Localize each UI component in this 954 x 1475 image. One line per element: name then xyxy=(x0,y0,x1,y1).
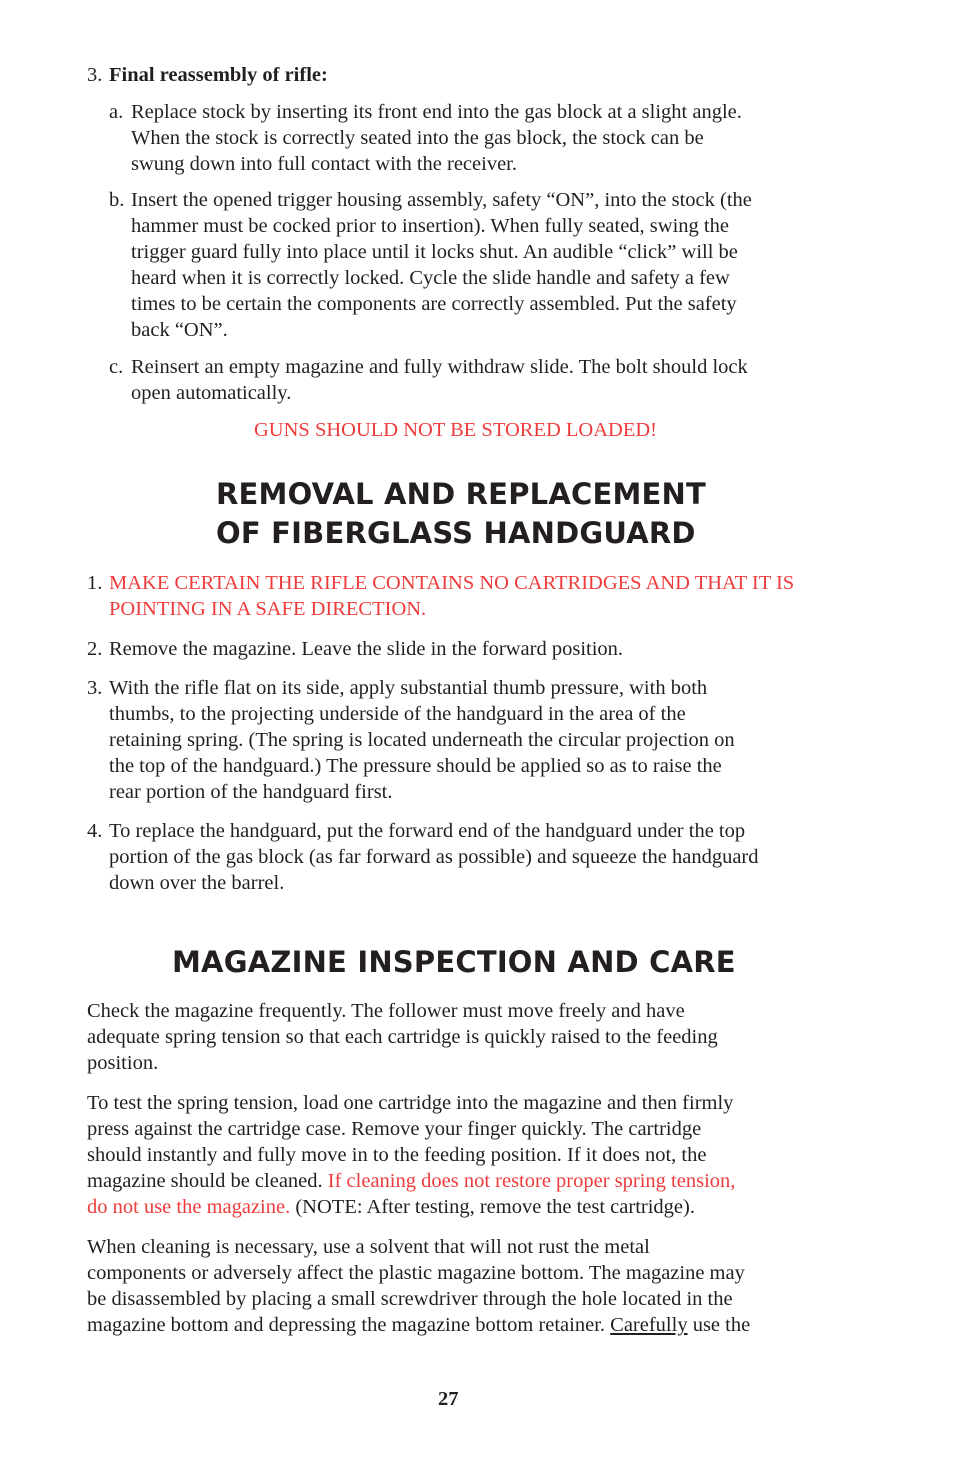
step-text: Remove the magazine. Leave the slide in the forward position. xyxy=(109,638,624,660)
safety-warning-step: MAKE CERTAIN THE RIFLE CONTAINS NO CARTRIDGES AND THAT IT IS POINTING IN A SAFE DIRECTION. xyxy=(109,572,795,620)
step-number: 1. xyxy=(87,572,103,594)
paragraph xyxy=(87,1090,847,1220)
sub-step-letter: a. xyxy=(109,101,124,123)
step-number: 4. xyxy=(87,820,103,842)
step-number: 2. xyxy=(87,638,103,660)
section-heading-line1: REMOVAL AND REPLACEMENT xyxy=(216,477,706,511)
storage-warning: GUNS SHOULD NOT BE STORED LOADED! xyxy=(254,419,657,441)
page-number: 27 xyxy=(438,1388,459,1410)
paragraph-text: (NOTE: After testing, remove the test cartridge). xyxy=(290,1196,695,1218)
step-text: To replace the handguard, put the forward end of the handguard under the top portion of the gas block (as far forward as possible) and squeeze the handguard down over the barrel. xyxy=(109,820,759,894)
magazine-warning-text: If cleaning does not restore proper spring tension, xyxy=(327,1170,736,1192)
paragraph-text: use the xyxy=(687,1314,751,1336)
step-number: 3. xyxy=(87,64,103,86)
section-heading-line2: OF FIBERGLASS HANDGUARD xyxy=(216,516,696,550)
paragraph-text: To test the spring tension, load one cartridge into the magazine and then firmly press against the cartridge case. Remove your finger quickly. The cartridge should instantly and fully move in to the feeding position. If it does not, the magazine should be cleaned. xyxy=(87,1092,734,1192)
magazine-warning-text: do not use the magazine. xyxy=(87,1196,291,1218)
paragraph: Check the magazine frequently. The follower must move freely and have adequate spring tension so that each cartridge is quickly raised to the feeding position. xyxy=(87,1000,718,1074)
emphasized-word: Carefully xyxy=(610,1314,688,1336)
sub-step-a-text: Replace stock by inserting its front end into the gas block at a slight angle. When the stock is correctly seated into the gas block, the stock can be swung down into full contact with the receiver. xyxy=(131,101,742,175)
sub-step-letter: b. xyxy=(109,189,125,211)
step-text: With the rifle flat on its side, apply substantial thumb pressure, with both thumbs, to the projecting underside of the handguard in the area of the retaining spring. (The spring is located underneath the circular projection on the top of the handguard.) The pressure should be applied so as to raise the rear portion of the handguard first. xyxy=(109,677,735,803)
paragraph xyxy=(87,1234,847,1338)
sub-step-letter: c. xyxy=(109,356,124,378)
paragraph-text: When cleaning is necessary, use a solvent that will not rust the metal components or adversely affect the plastic magazine bottom. The magazine may be disassembled by placing a small screwdriver through the hole located in the magazine bottom and depressing the magazine bottom retainer. xyxy=(87,1236,745,1336)
section-heading: MAGAZINE INSPECTION AND CARE xyxy=(172,945,736,979)
step-number: 3. xyxy=(87,677,103,699)
sub-step-c-text: Reinsert an empty magazine and fully withdraw slide. The bolt should lock open automatically. xyxy=(131,356,748,404)
sub-step-b-text: Insert the opened trigger housing assembly, safety “ON”, into the stock (the hammer must be cocked prior to insertion). When fully seated, swing the trigger guard fully into place until it locks shut. An audible “click” will be heard when it is correctly locked. Cycle the slide handle and safety a few times to be certain the components are correctly assembled. Put the safety back “ON”. xyxy=(131,189,752,341)
section-title: Final reassembly of rifle: xyxy=(109,64,328,86)
